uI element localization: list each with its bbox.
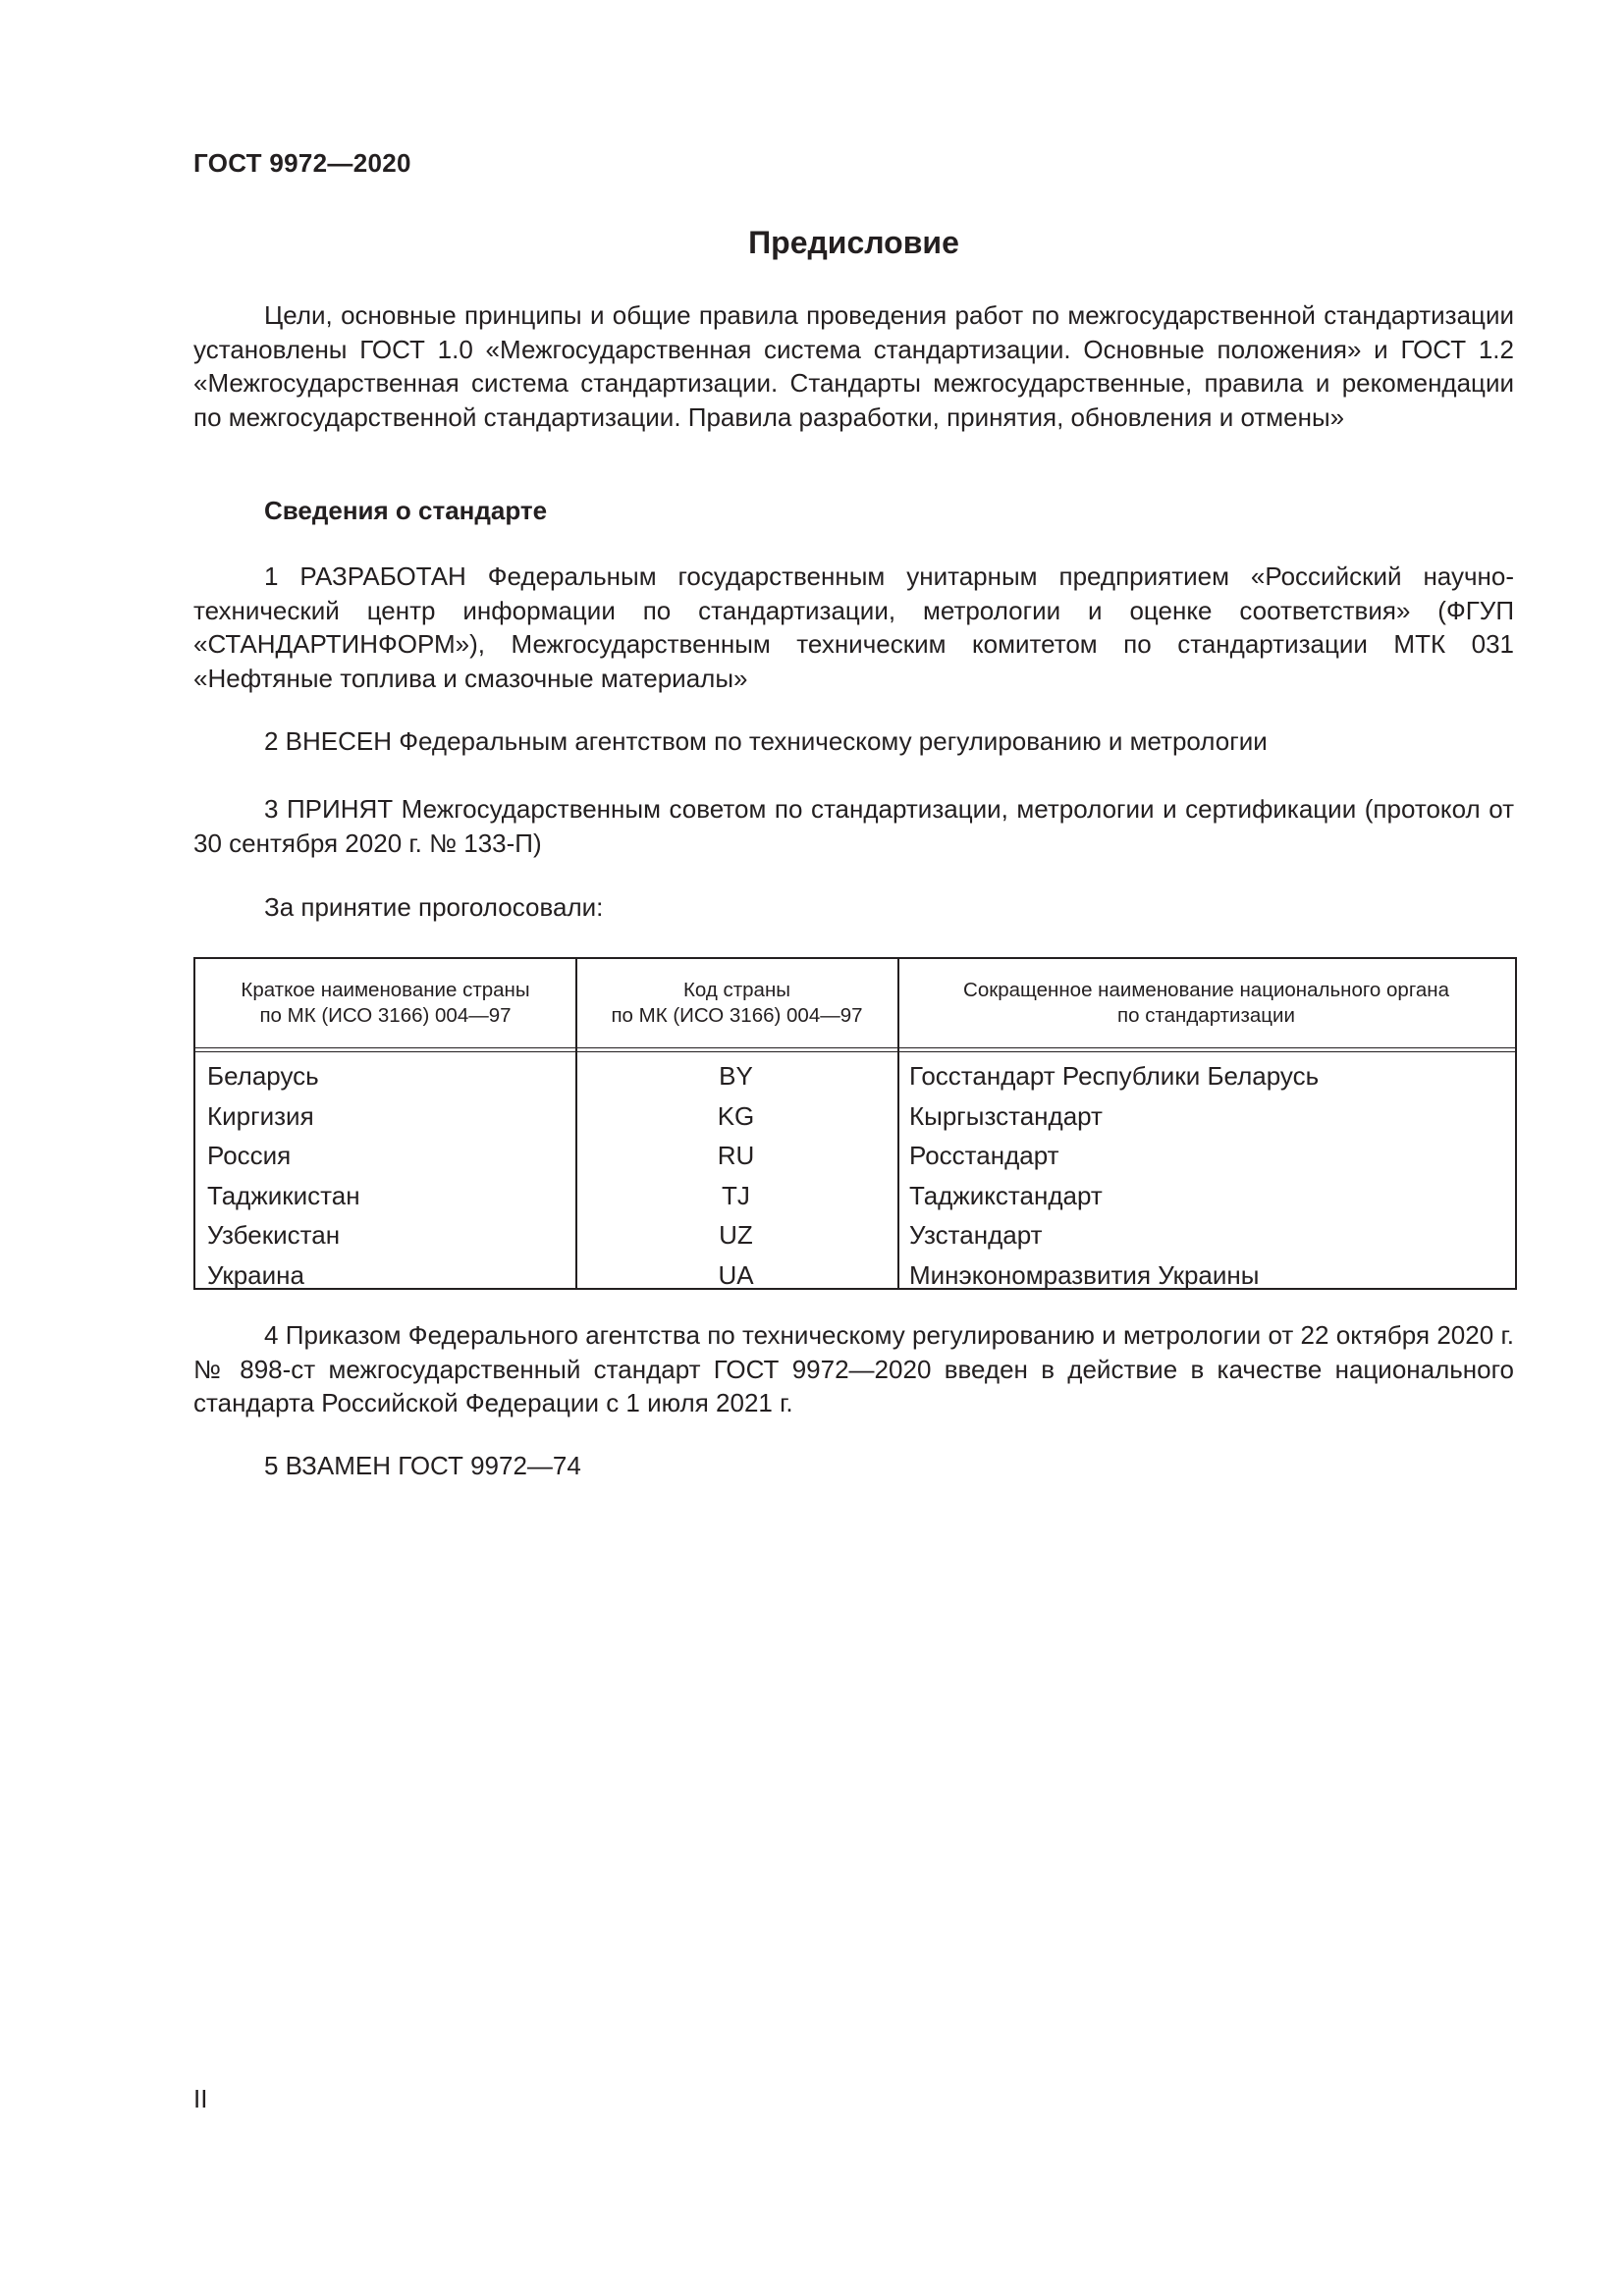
header-agency-line2: по стандартизации bbox=[1117, 1004, 1295, 1027]
code-cell: UA bbox=[718, 1259, 754, 1290]
item-developed: 1 РАЗРАБОТАН Федеральным государственным унитарным предприятием «Российский научно-технический центр информации по стандартизации, метрологии и оценке соответствия» (ФГУП «СТАНДАРТИНФОРМ»), Межгосударственным техническим комитетом по стандартизации МТК 031 «Нефтяные топлива и смазочные материалы» bbox=[193, 561, 1514, 693]
country-cell: Узбекистан bbox=[207, 1220, 341, 1250]
header-country-line1: Краткое наименование страны bbox=[241, 979, 530, 1001]
item-submitted: 2 ВНЕСЕН Федеральным агентством по техническому регулированию и метрологии bbox=[264, 726, 1268, 756]
document-designation: ГОСТ 9972—2020 bbox=[193, 148, 411, 178]
code-cell: KG bbox=[717, 1100, 755, 1131]
code-cell: TJ bbox=[722, 1180, 750, 1210]
table-row bbox=[195, 1136, 1515, 1176]
page-number: II bbox=[193, 2084, 208, 2113]
header-country bbox=[195, 959, 575, 1047]
header-double-rule bbox=[195, 1051, 1515, 1052]
country-cell: Россия bbox=[207, 1141, 292, 1170]
agency-cell: Кыргызстандарт bbox=[909, 1100, 1103, 1131]
item-replaces: 5 ВЗАМЕН ГОСТ 9972—74 bbox=[264, 1451, 581, 1480]
code-cell: RU bbox=[717, 1141, 755, 1170]
header-code-line2: по МК (ИСО 3166) 004—97 bbox=[611, 1004, 863, 1027]
section-title: Предисловие bbox=[748, 225, 959, 260]
intro-paragraph: Цели, основные принципы и общие правила проведения работ по межгосударственной стандартизации установлены ГОСТ 1.0 «Межгосударственная система стандартизации. Основные положения» и ГОСТ 1.2 «Межгосударственная система стандартизации. Стандарты межгосударственные, правила и рекомендации по межгосударственной стандартизации. Правила разработки, принятия, обновления и отмены» bbox=[193, 300, 1514, 432]
agency-cell: Узстандарт bbox=[909, 1220, 1043, 1250]
country-cell: Киргизия bbox=[207, 1100, 314, 1131]
table-row bbox=[195, 1215, 1515, 1255]
country-cell: Украина bbox=[207, 1259, 304, 1290]
header-agency bbox=[898, 959, 1514, 1047]
agency-cell: Минэкономразвития Украины bbox=[909, 1259, 1260, 1290]
table-row bbox=[195, 1176, 1515, 1216]
header-code-line1: Код страны bbox=[682, 979, 791, 1001]
code-cell: UZ bbox=[719, 1220, 753, 1250]
table-row bbox=[195, 1056, 1515, 1096]
standard-info-heading: Сведения о стандарте bbox=[264, 496, 548, 525]
agency-cell: Госстандарт Республики Беларусь bbox=[909, 1061, 1320, 1091]
voting-table bbox=[193, 957, 1517, 1290]
country-cell: Беларусь bbox=[207, 1061, 319, 1091]
voted-label: За принятие проголосовали: bbox=[264, 892, 604, 922]
item-adopted: 3 ПРИНЯТ Межгосударственным советом по стандартизации, метрологии и сертификации (протокол от 30 сентября 2020 г. № 133-П) bbox=[193, 794, 1514, 858]
header-country-line2: по МК (ИСО 3166) 004—97 bbox=[259, 1004, 512, 1027]
table-row bbox=[195, 1096, 1515, 1137]
table-body bbox=[195, 1056, 1515, 1295]
country-cell: Таджикистан bbox=[207, 1180, 360, 1210]
code-cell: BY bbox=[719, 1061, 753, 1091]
agency-cell: Таджикстандарт bbox=[909, 1180, 1103, 1210]
header-code bbox=[576, 959, 897, 1047]
agency-cell: Росстандарт bbox=[909, 1141, 1059, 1170]
item-enacted: 4 Приказом Федерального агентства по техническому регулированию и метрологии от 22 октября 2020 г. № 898-ст межгосударственный стандарт ГОСТ 9972—2020 введен в действие в качестве национального стандарта Российской Федерации с 1 июля 2021 г. bbox=[193, 1320, 1514, 1417]
table-row bbox=[195, 1255, 1515, 1296]
header-agency-line1: Сокращенное наименование национального органа bbox=[963, 979, 1449, 1001]
